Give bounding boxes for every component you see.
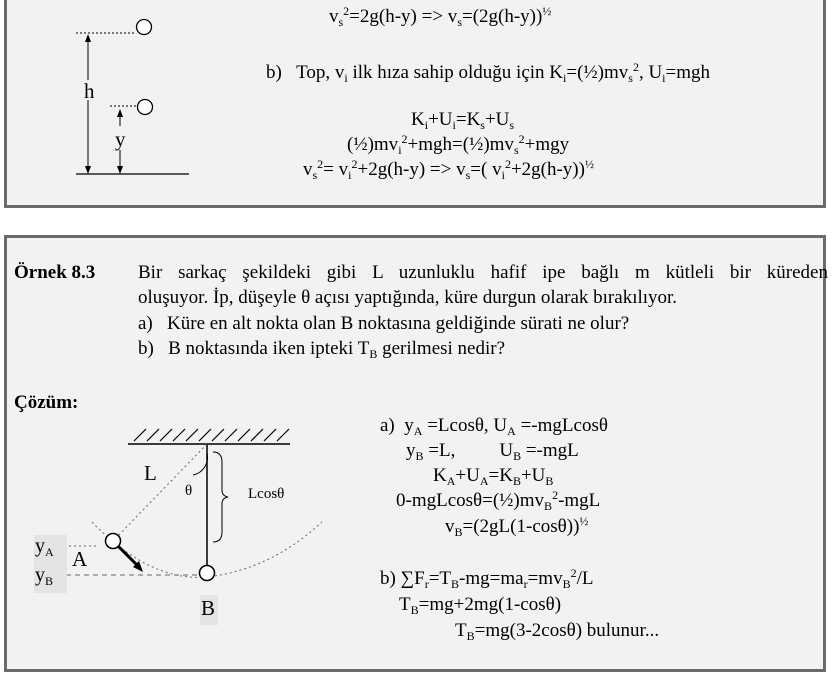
lcos-brace: [213, 452, 228, 542]
sol-b-line2: $T_B=mg+2mg(1-\cos\theta)$: [399, 594, 562, 617]
velocity-arrow: [118, 546, 138, 566]
example-text-line2: oluşuyor. İp, düşeyle θ açısı yaptığında, küre durgun olarak bırakılıyor.: [138, 287, 678, 308]
sol-a-line3: $K_A+U_A=K_B+U_B$: [433, 465, 554, 488]
h-label: h: [84, 79, 95, 103]
question-a: a) Küre en alt nokta olan B noktasına geldiğinde sürati ne olur?: [138, 313, 630, 334]
solution-title: Çözüm:: [14, 392, 79, 413]
theta-label: θ: [185, 483, 193, 499]
sol-a-line1: a) $y_A =Lcos\theta$, $U_A =-mgLcos\theta$: [380, 415, 608, 438]
top-eq-line1: $v_s^2=2g(h-y) => v_s=(2g(h-y))^{\frac{1}{2}}$: [329, 4, 552, 29]
inclined-string: [113, 444, 207, 541]
sol-a-line4: $0-mgLcos\theta=(\frac{1}{2})mv_B^2$-mgL: [396, 488, 601, 513]
top-eq-line5: $v_s^2= v_i^2+2g(h-y) => v_s=$( $v_i^2+2g(h-y))^{\frac{1}{2}}$: [303, 157, 594, 182]
sol-a-line2: $y_B =L$, $U_B =-mgL$: [406, 440, 579, 463]
yB-label: $y_B$: [35, 564, 54, 588]
example-title: Örnek 8.3: [14, 262, 96, 283]
ceiling-hatch: [134, 429, 289, 441]
question-b: b) B noktasında iken ipteki $T_B$ gerilmesi nedir?: [138, 338, 506, 361]
lcos-label: Lcosθ: [248, 486, 285, 502]
L-label: L: [144, 461, 157, 485]
sol-b-line1: b) $\sum F_r=T_B-mg=ma_r=mv_B^2/L$: [380, 566, 594, 591]
B-label: B: [201, 596, 216, 620]
sol-a-line5: $v_B=(2gL(1-\cos\theta))^{\frac{1}{2}}$: [445, 514, 589, 539]
top-eq-energy: $K_i+U_i=K_s+U_s$: [411, 109, 515, 132]
yA-label: $y_A$: [35, 535, 54, 559]
sol-b-line3: $T_B=mg(3-2\cos\theta)$ bulunur...: [455, 620, 660, 643]
A-label: A: [72, 547, 88, 571]
top-statement-b: b) Top, $v_i$ ilk hıza sahip olduğu için $K_i=(\frac{1}{2})mv_s^2$, $U_i=mgh$: [266, 60, 711, 85]
y-label: y: [115, 127, 126, 151]
ball-B: [200, 566, 215, 581]
theta-arc: [193, 453, 208, 475]
example-text-line1: Bir sarkaç şekildeki gibi L uzunluklu hafif ipe bağlı m kütleli bir küreden: [138, 262, 828, 283]
top-eq-line4: $(\frac{1}{2})mv_i^2+mgh=(\frac{1}{2})mv_s^2+mgy$: [347, 132, 570, 157]
